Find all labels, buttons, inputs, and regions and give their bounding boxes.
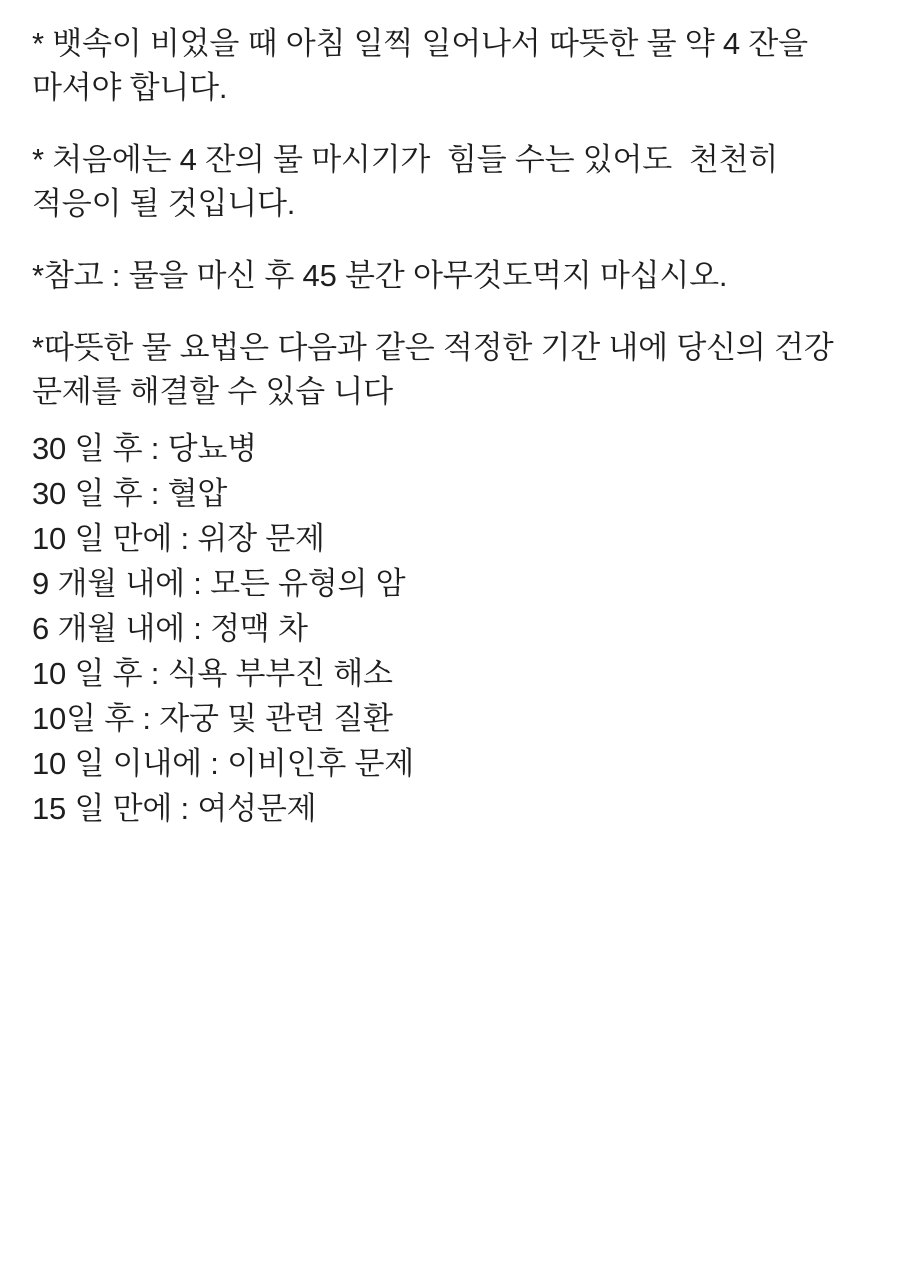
list-item: 10 일 만에 : 위장 문제 — [32, 521, 325, 556]
list-item: 30 일 후 : 당뇨병 — [32, 431, 257, 466]
list-item: 6 개월 내에 : 정맥 차 — [32, 611, 308, 646]
paragraph-adaptation: * 처음에는 4 잔의 물 마시기가 힘들 수는 있어도 천천히 적응이 될 것입니다. — [32, 142, 787, 221]
list-item: 15 일 만에 : 여성문제 — [32, 791, 317, 826]
list-spacer — [32, 414, 873, 426]
condition-duration-list — [32, 426, 873, 831]
list-item: 9 개월 내에 : 모든 유형의 암 — [32, 566, 406, 601]
list-item: 10 일 후 : 식욕 부부진 해소 — [32, 656, 393, 691]
paragraph-note: *참고 : 물을 마신 후 45 분간 아무것도먹지 마십시오. — [32, 258, 728, 293]
paragraph-therapy-intro: *따뜻한 물 요법은 다음과 같은 적정한 기간 내에 당신의 건강 문제를 해결할 수 있습 니다 — [32, 330, 842, 409]
list-item: 10일 후 : 자궁 및 관련 질환 — [32, 701, 393, 736]
paragraph-morning-routine: * 뱃속이 비었을 때 아침 일찍 일어나서 따뜻한 물 약 4 잔을 마셔야 합니다. — [32, 26, 817, 105]
list-item: 30 일 후 : 혈압 — [32, 476, 228, 511]
list-item: 10 일 이내에 : 이비인후 문제 — [32, 746, 415, 781]
